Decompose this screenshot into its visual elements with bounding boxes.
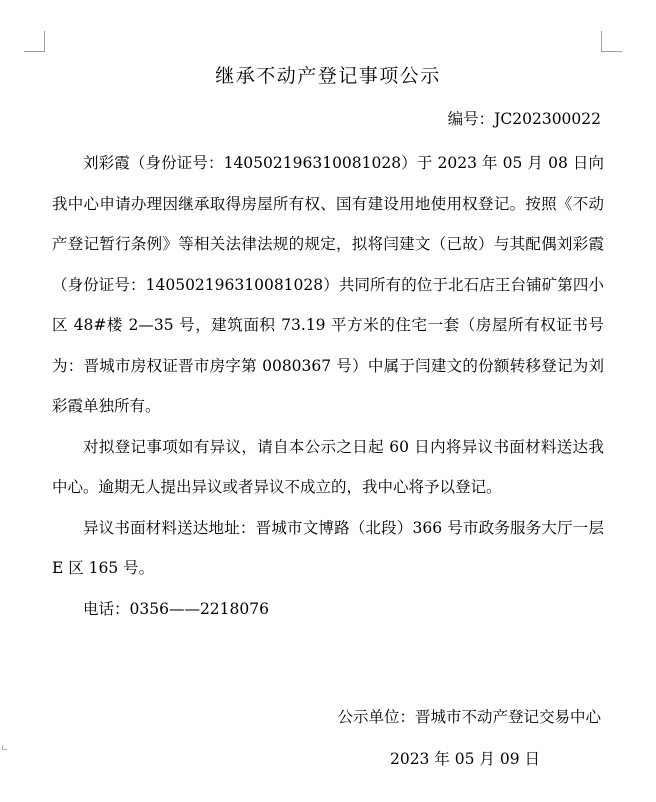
document-number: 编号：JC202300022 <box>447 110 601 128</box>
paragraph-address: 异议书面材料送达地址：晋城市文博路（北段）366 号市政务服务大厅一层 E 区 165 号。 <box>52 518 604 577</box>
paragraph-application: 刘彩霞（身份证号：140502196310081028）于 2023 年 05 月 08 日向我中心申请办理因继承取得房屋所有权、国有建设用地使用权登记。按照《不动产登记暂行条例》等相关法律法规的规定，拟将闫建文（已故）与其配偶刘彩霞（身份证号：140502196310081028）共同所有的位于北石店王台铺矿第四小区 48#楼 2—35 号，建筑面积 73.19 平方米的住宅一套（房屋所有权证书号为：晋城市房权证晋市房字第 0080367 号）中属于闫建文的份额转移登记为刘彩霞单独所有。 <box>52 154 604 415</box>
paragraph-phone: 电话：0356——2218076 <box>83 599 269 618</box>
paragraph-objection: 对拟登记事项如有异议，请自本公示之日起 60 日内将异议书面材料送达我中心。逾期无人提出异议或者异议不成立的，我中心将予以登记。 <box>52 437 604 496</box>
document-title: 继承不动产登记事项公示 <box>215 65 441 87</box>
page-corner-mark-bottom-left <box>2 745 7 750</box>
page-corner-mark-top-left <box>24 31 45 52</box>
issuer-line: 公示单位：晋城市不动产登记交易中心 <box>337 708 601 726</box>
document-body <box>52 143 604 629</box>
page-corner-mark-top-right <box>601 31 622 52</box>
issue-date: 2023 年 05 月 09 日 <box>389 750 540 768</box>
